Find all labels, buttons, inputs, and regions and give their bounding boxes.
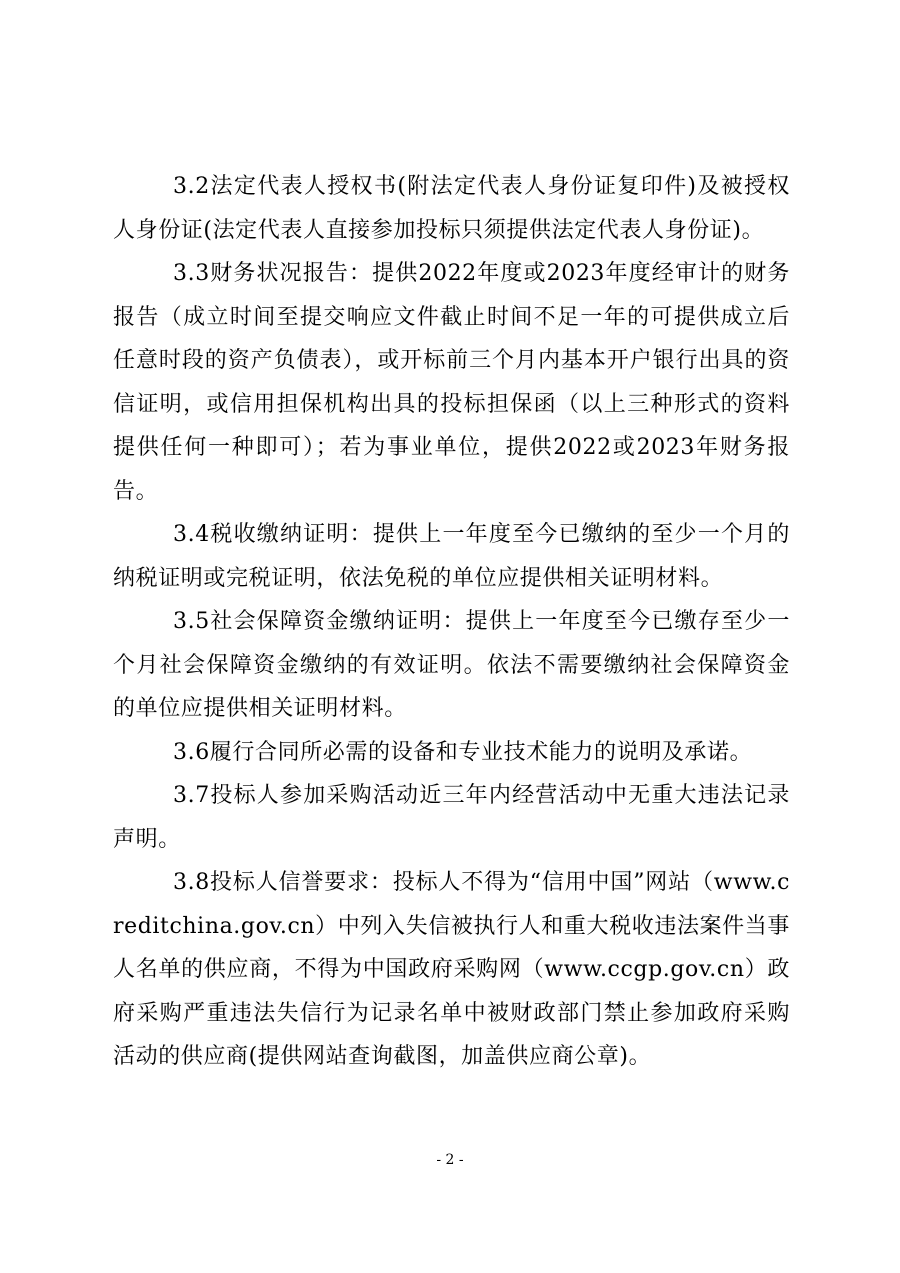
paragraph-3-2: 3.2法定代表人授权书(附法定代表人身份证复印件)及被授权人身份证(法定代表人直接参加投标只须提供法定代表人身份证)。 [113, 174, 790, 243]
paragraph-3-8: 3.8投标人信誉要求：投标人不得为“信用中国”网站（www.creditchina.gov.cn）中列入失信被执行人和重大税收违法案件当事人名单的供应商，不得为中国政府采购网（www.ccgp.gov.cn）政府采购严重违法失信行为记录名单中被财政部门禁止参加政府采购活动的供应商(提供网站查询截图，加盖供应商公章)。 [113, 870, 790, 1069]
paragraph-3-7: 3.7投标人参加采购活动近三年内经营活动中无重大违法记录声明。 [113, 783, 790, 852]
document-body [113, 165, 790, 1079]
paragraph-3-6: 3.6履行合同所必需的设备和专业技术能力的说明及承诺。 [173, 739, 753, 765]
paragraph-3-5: 3.5社会保障资金缴纳证明：提供上一年度至今已缴存至少一个月社会保障资金缴纳的有效证明。依法不需要缴纳社会保障资金的单位应提供相关证明材料。 [113, 609, 790, 721]
page-number: - 2 - [436, 1152, 464, 1168]
paragraph-3-3: 3.3财务状况报告：提供2022年度或2023年度经审计的财务报告（成立时间至提交响应文件截止时间不足一年的可提供成立后任意时段的资产负债表），或开标前三个月内基本开户银行出具的资信证明，或信用担保机构出具的投标担保函（以上三种形式的资料提供任何一种即可）；若为事业单位，提供2022或2023年财务报告。 [113, 261, 790, 504]
paragraph-3-4: 3.4税收缴纳证明：提供上一年度至今已缴纳的至少一个月的纳税证明或完税证明，依法免税的单位应提供相关证明材料。 [113, 522, 790, 591]
